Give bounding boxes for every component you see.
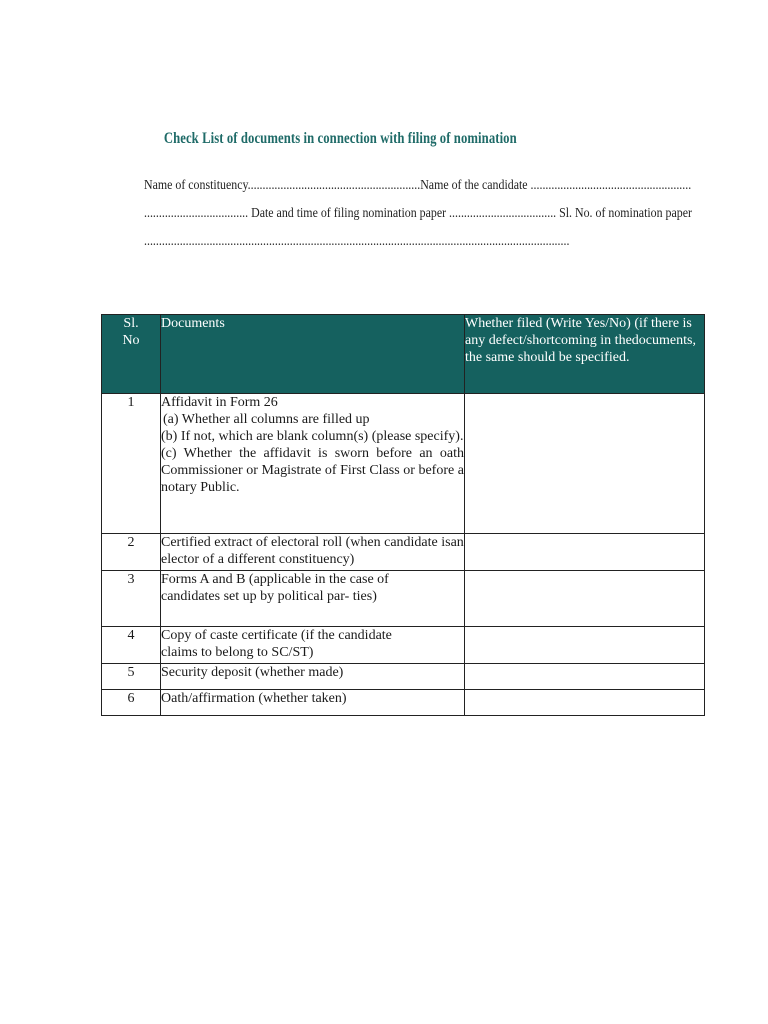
header-slno-line1: Sl.: [123, 316, 139, 331]
header-slno: [102, 315, 161, 394]
table-row: [102, 571, 705, 627]
table-row: [102, 394, 705, 534]
row-filed-cell[interactable]: [465, 394, 705, 534]
row-filed-cell[interactable]: [465, 571, 705, 627]
row-document: Security deposit (whether made): [161, 664, 465, 690]
header-documents: Documents: [161, 315, 465, 394]
table-row: [102, 690, 705, 716]
row-filed-cell[interactable]: [465, 534, 705, 571]
row-filed-cell[interactable]: [465, 664, 705, 690]
row-slno: 2: [102, 534, 161, 571]
row-document: Oath/affirmation (whether taken): [161, 690, 465, 716]
row-filed-cell[interactable]: [465, 627, 705, 664]
header-slno-line2: No: [122, 333, 140, 348]
row-slno: 3: [102, 571, 161, 627]
table-row: [102, 664, 705, 690]
form-line-filing-date-serial: ................................... Date and time of filing nomination paper .................................... Sl. No. of nomination paper: [144, 206, 692, 221]
document-title: Check List of documents in connection with filing of nomination: [163, 130, 517, 147]
row-document-text: Forms A and B (applicable in the case of candidates set up by political par- ties): [161, 572, 389, 604]
row-document: [161, 627, 465, 664]
table-row: [102, 627, 705, 664]
row-document: [161, 394, 465, 534]
checklist-table: [101, 314, 705, 716]
affidavit-subitem-a: (a) Whether all columns are filled up: [163, 412, 370, 427]
affidavit-subitem-b: (b) If not, which are blank column(s) (please specify).: [161, 429, 464, 444]
row-slno: 4: [102, 627, 161, 664]
form-line-constituency-candidate: Name of constituency..........................................................Name of the candidate ......................................................: [144, 178, 692, 193]
row-document-text: Copy of caste certificate (if the candidate claims to belong to SC/ST): [161, 628, 392, 660]
row-slno: 6: [102, 690, 161, 716]
header-whether-filed: Whether filed (Write Yes/No) (if there is any defect/shortcoming in thedocuments, the same should be specified.: [465, 315, 705, 394]
row-document: [161, 571, 465, 627]
row-document: Certified extract of electoral roll (when candidate isan elector of a different constituency): [161, 534, 465, 571]
affidavit-subitem-c: (c) Whether the affidavit is sworn before an oath Commissioner or Magistrate of First Class or before a notary Public.: [161, 446, 464, 495]
table-header-row: [102, 315, 705, 394]
table-row: [102, 534, 705, 571]
affidavit-title: Affidavit in Form 26: [161, 395, 278, 410]
row-slno: 5: [102, 664, 161, 690]
row-filed-cell[interactable]: [465, 690, 705, 716]
form-line-blank: ...............................................................................................................................................: [144, 234, 570, 249]
row-slno: 1: [102, 394, 161, 534]
